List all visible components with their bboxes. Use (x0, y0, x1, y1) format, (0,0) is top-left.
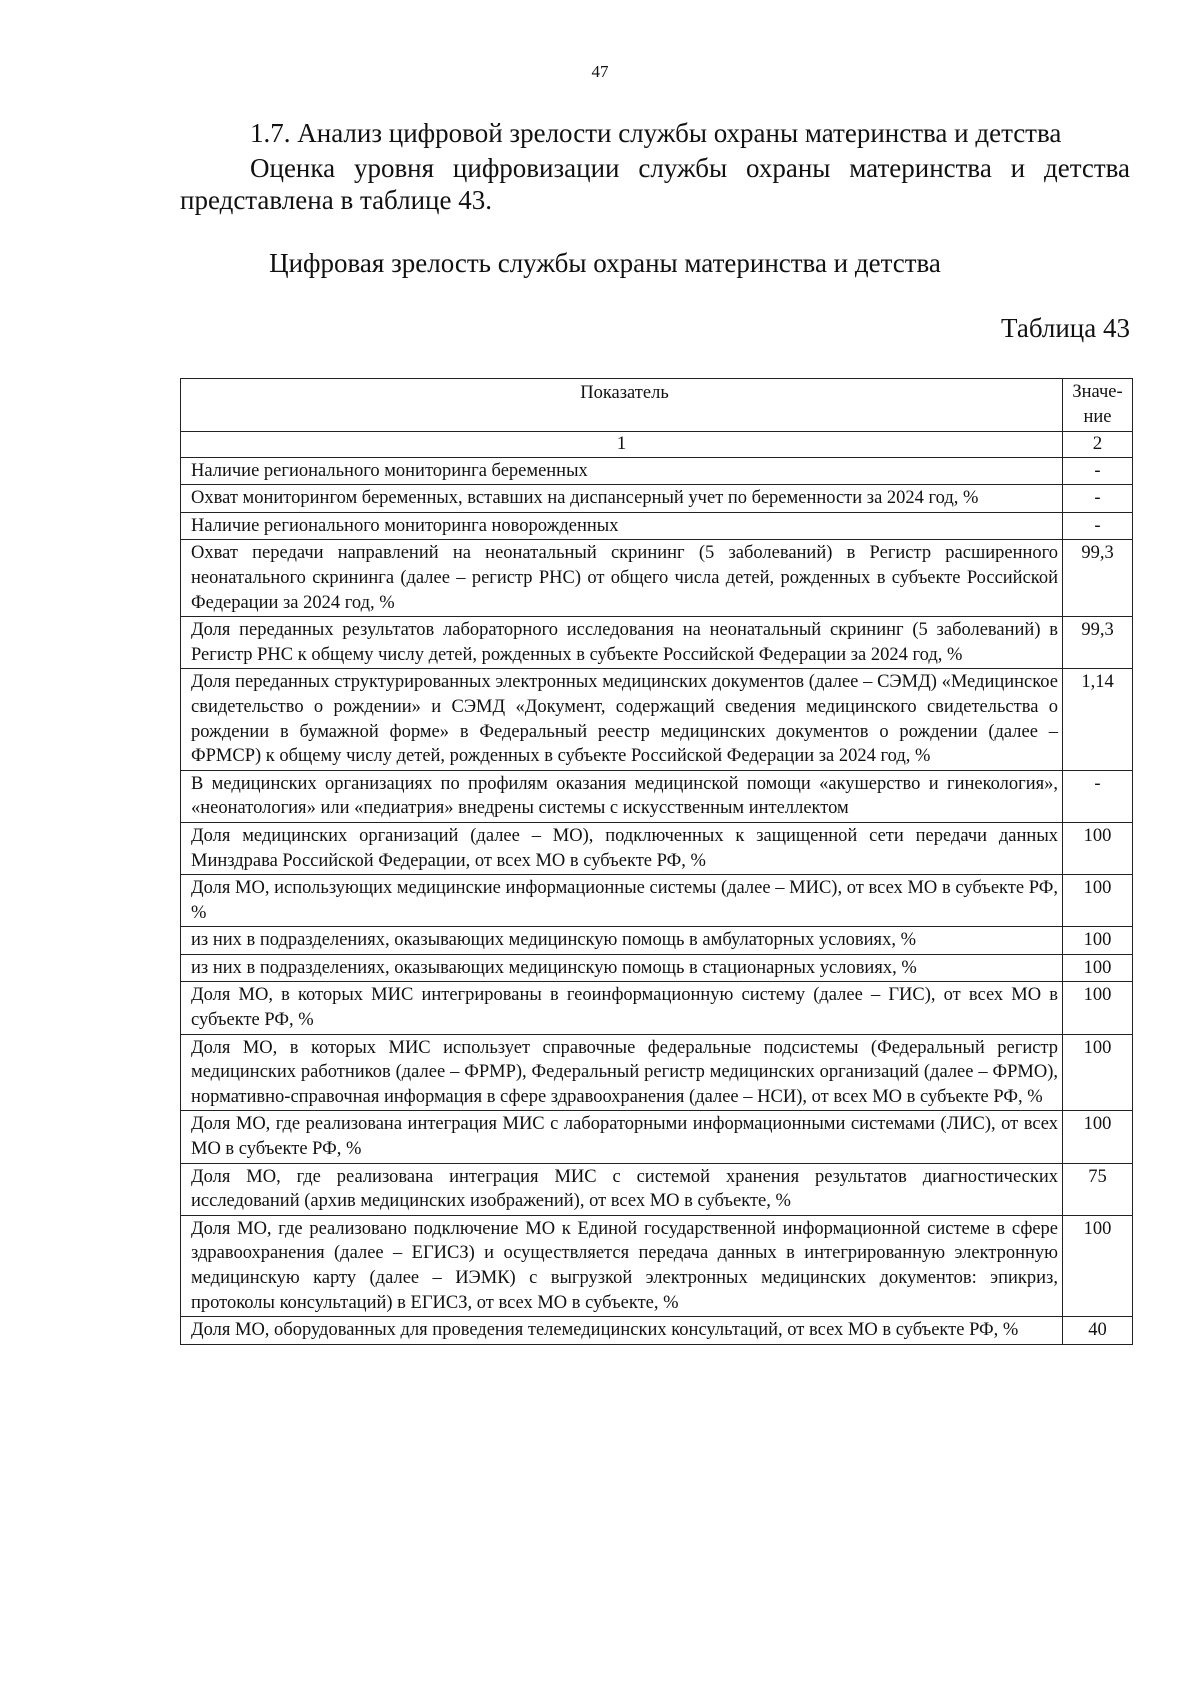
indicator-cell: Доля МО, использующих медицинские информационные системы (далее – МИС), от всех МО в субъекте РФ, % (181, 875, 1063, 927)
table-row (181, 982, 1133, 1034)
indicator-cell: Доля МО, где реализовано подключение МО к Единой государственной информационной системе в сфере здравоохранения (далее – ЕГИСЗ) и осуществляется передача данных в интегрированную электронную медицинскую карту (далее – ИЭМК) с выгрузкой электронных медицинских документов: эпикриз, протоколы консультаций) в ЕГИСЗ, от всех МО в субъекте, % (181, 1215, 1063, 1316)
value-cell: - (1063, 770, 1133, 822)
value-cell: 1,14 (1063, 669, 1133, 770)
indicator-cell: из них в подразделениях, оказывающих медицинскую помощь в амбулаторных условиях, % (181, 927, 1063, 955)
table-row (181, 512, 1133, 540)
column-number-1: 1 (181, 432, 1063, 458)
section-title: 1.7. Анализ цифровой зрелости службы охраны материнства и детства (250, 118, 1062, 148)
table-row (181, 669, 1133, 770)
value-cell: 75 (1063, 1163, 1133, 1215)
table-body (181, 457, 1133, 1344)
indicator-cell: Охват передачи направлений на неонатальный скрининг (5 заболеваний) в Регистр расширенного неонатального скрининга (далее – регистр РНС) от общего числа детей, рожденных в субъекте Российской Федерации за 2024 год, % (181, 540, 1063, 617)
page-number: 47 (591, 62, 609, 81)
value-cell: 99,3 (1063, 540, 1133, 617)
value-cell: 100 (1063, 1034, 1133, 1111)
indicator-cell: Наличие регионального мониторинга новорожденных (181, 512, 1063, 540)
value-cell: - (1063, 485, 1133, 513)
table-row (181, 485, 1133, 513)
indicator-cell: Доля МО, где реализована интеграция МИС с системой хранения результатов диагностических исследований (архив медицинских изображений), от всех МО в субъекте, % (181, 1163, 1063, 1215)
value-cell: - (1063, 512, 1133, 540)
indicator-cell: Доля переданных результатов лабораторного исследования на неонатальный скрининг (5 заболеваний) в Регистр РНС к общему числу детей, рожденных в субъекте Российской Федерации за 2024 год, % (181, 617, 1063, 669)
table-row (181, 1111, 1133, 1163)
intro-paragraph: Оценка уровня цифровизации службы охраны материнства и детства представлена в таблице 43. (180, 153, 1130, 215)
table-row (181, 540, 1133, 617)
indicator-cell: Охват мониторингом беременных, вставших на диспансерный учет по беременности за 2024 год, % (181, 485, 1063, 513)
indicator-cell: Доля переданных структурированных электронных медицинских документов (далее – СЭМД) «Медицинское свидетельство о рождении» и СЭМД «Документ, содержащий сведения медицинского свидетельства о рождении в бумажной форме» в Федеральный реестр медицинских документов о рождении (далее – ФРМСР) к общему числу детей, рожденных в субъекте Российской Федерации за 2024 год, % (181, 669, 1063, 770)
column-number-2: 2 (1063, 432, 1133, 458)
header-indicator: Показатель (181, 379, 1063, 432)
table-row (181, 954, 1133, 982)
indicator-cell: Доля медицинских организаций (далее – МО), подключенных к защищенной сети передачи данных Минздрава Российской Федерации, от всех МО в субъекте РФ, % (181, 822, 1063, 874)
value-cell: 100 (1063, 982, 1133, 1034)
value-cell: 100 (1063, 1215, 1133, 1316)
table-row (181, 770, 1133, 822)
table-header-row (181, 379, 1133, 432)
table-caption: Цифровая зрелость службы охраны материнства и детства (269, 248, 941, 278)
table-row (181, 927, 1133, 955)
table-row (181, 617, 1133, 669)
indicator-cell: Доля МО, где реализована интеграция МИС с лабораторными информационными системами (ЛИС), от всех МО в субъекте РФ, % (181, 1111, 1063, 1163)
indicator-cell: из них в подразделениях, оказывающих медицинскую помощь в стационарных условиях, % (181, 954, 1063, 982)
table-container (180, 378, 1132, 1345)
indicator-cell: Доля МО, оборудованных для проведения телемедицинских консультаций, от всех МО в субъекте РФ, % (181, 1317, 1063, 1345)
indicator-cell: Доля МО, в которых МИС использует справочные федеральные подсистемы (Федеральный регистр медицинских работников (далее – ФРМР), Федеральный регистр медицинских организаций (далее – ФРМО), нормативно-справочная информация в сфере здравоохранения (далее – НСИ), от всех МО в субъекте РФ, % (181, 1034, 1063, 1111)
table-row (181, 1215, 1133, 1316)
value-cell: 100 (1063, 954, 1133, 982)
table-row (181, 822, 1133, 874)
table-row (181, 1163, 1133, 1215)
value-cell: 100 (1063, 1111, 1133, 1163)
indicator-cell: Доля МО, в которых МИС интегрированы в геоинформационную систему (далее – ГИС), от всех МО в субъекте РФ, % (181, 982, 1063, 1034)
indicator-cell: В медицинских организациях по профилям оказания медицинской помощи «акушерство и гинекология», «неонатология» или «педиатрия» внедрены системы с искусственным интеллектом (181, 770, 1063, 822)
table-row (181, 457, 1133, 485)
value-cell: 99,3 (1063, 617, 1133, 669)
value-cell: 40 (1063, 1317, 1133, 1345)
value-cell: - (1063, 457, 1133, 485)
table-row (181, 1034, 1133, 1111)
table-number: Таблица 43 (1001, 313, 1130, 343)
value-cell: 100 (1063, 875, 1133, 927)
digital-maturity-table (180, 378, 1133, 1345)
table-row (181, 1317, 1133, 1345)
value-cell: 100 (1063, 822, 1133, 874)
table-column-number-row (181, 432, 1133, 458)
table-row (181, 875, 1133, 927)
header-value: Значе-ние (1063, 379, 1133, 432)
indicator-cell: Наличие регионального мониторинга беременных (181, 457, 1063, 485)
value-cell: 100 (1063, 927, 1133, 955)
